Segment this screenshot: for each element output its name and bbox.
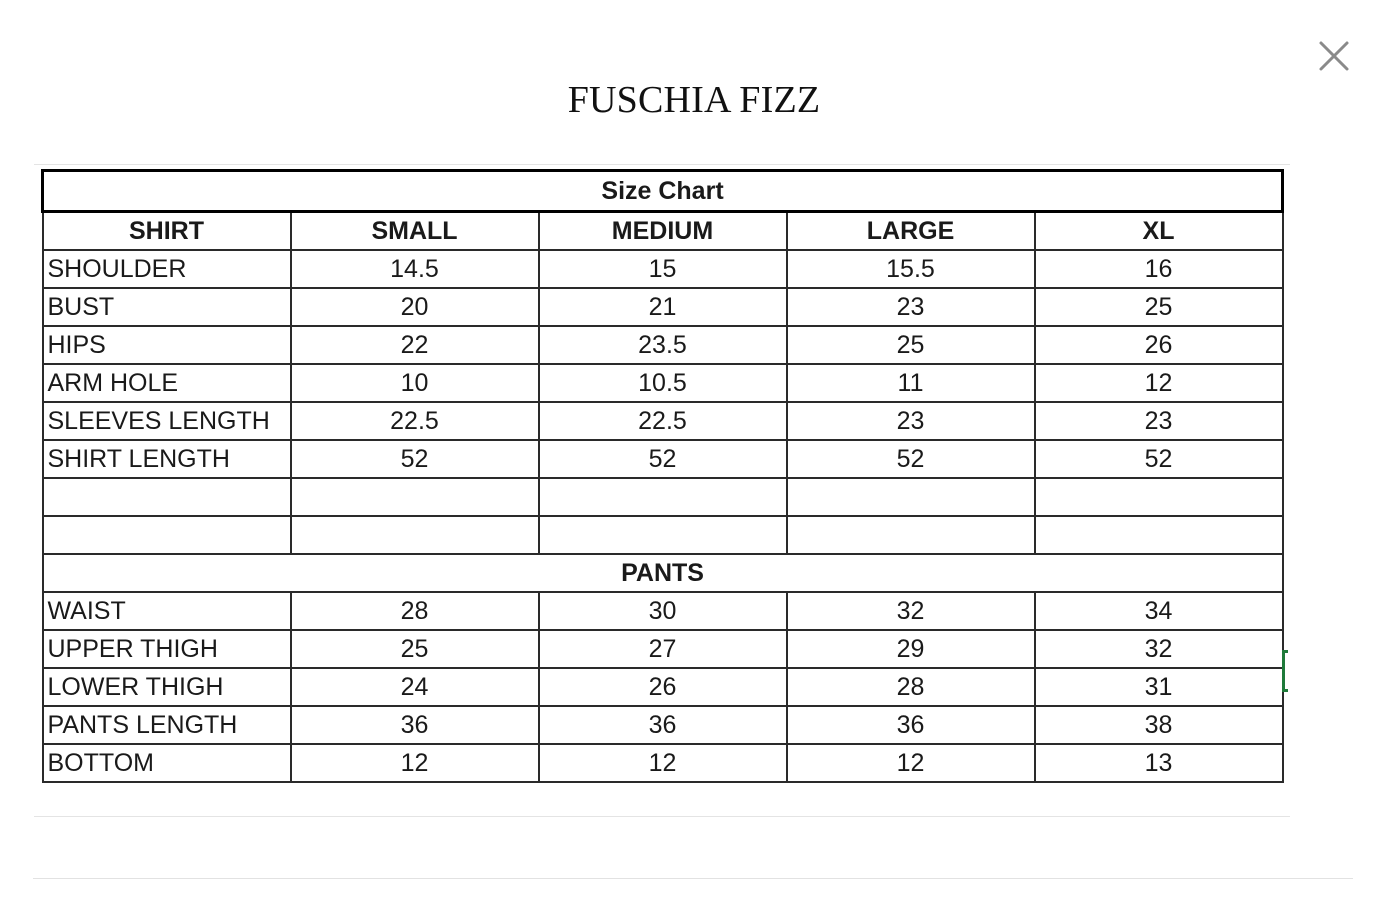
pants-section-row: [43, 554, 1283, 592]
column-header: MEDIUM: [539, 212, 787, 251]
table-cell: 34: [1035, 592, 1283, 630]
size-chart-image: [34, 160, 1290, 820]
table-cell: 25: [291, 630, 539, 668]
table-cell: 25: [787, 326, 1035, 364]
table-cell: 29: [787, 630, 1035, 668]
table-row: [43, 402, 1283, 440]
pants-section-heading: PANTS: [43, 554, 1283, 592]
table-cell: 15.5: [787, 250, 1035, 288]
row-label: SHIRT LENGTH: [43, 440, 291, 478]
table-cell: 52: [291, 440, 539, 478]
footer-divider: [33, 878, 1353, 879]
empty-cell: [43, 516, 291, 554]
table-cell: 23: [787, 402, 1035, 440]
row-label: WAIST: [43, 592, 291, 630]
table-cell: 52: [539, 440, 787, 478]
table-row: [43, 668, 1283, 706]
table-cell: 31: [1035, 668, 1283, 706]
table-cell: 22.5: [539, 402, 787, 440]
row-label: LOWER THIGH: [43, 668, 291, 706]
table-cell: 24: [291, 668, 539, 706]
table-cell: 52: [787, 440, 1035, 478]
table-cell: 21: [539, 288, 787, 326]
table-cell: 36: [787, 706, 1035, 744]
row-label: BUST: [43, 288, 291, 326]
empty-cell: [291, 478, 539, 516]
table-cell: 12: [291, 744, 539, 782]
empty-cell: [43, 478, 291, 516]
table-cell: 32: [787, 592, 1035, 630]
table-row: [43, 706, 1283, 744]
column-header: SMALL: [291, 212, 539, 251]
empty-cell: [291, 516, 539, 554]
table-cell: 25: [1035, 288, 1283, 326]
table-cell: 12: [539, 744, 787, 782]
table-cell: 26: [539, 668, 787, 706]
column-header: LARGE: [787, 212, 1035, 251]
column-header: SHIRT: [43, 212, 291, 251]
row-label: SLEEVES LENGTH: [43, 402, 291, 440]
table-cell: 10.5: [539, 364, 787, 402]
close-button[interactable]: [1316, 38, 1352, 74]
empty-cell: [1035, 516, 1283, 554]
modal-title: FUSCHIA FIZZ: [567, 79, 821, 121]
blank-row: [43, 516, 1283, 554]
table-cell: 27: [539, 630, 787, 668]
row-label: PANTS LENGTH: [43, 706, 291, 744]
size-chart-heading-row: [43, 171, 1283, 212]
table-cell: 12: [787, 744, 1035, 782]
size-chart-table: [41, 169, 1284, 783]
table-cell: 30: [539, 592, 787, 630]
table-cell: 12: [1035, 364, 1283, 402]
table-cell: 22: [291, 326, 539, 364]
close-icon[interactable]: [1316, 38, 1352, 74]
empty-cell: [1035, 478, 1283, 516]
table-cell: 11: [787, 364, 1035, 402]
row-label: HIPS: [43, 326, 291, 364]
empty-cell: [539, 478, 787, 516]
table-cell: 28: [787, 668, 1035, 706]
table-cell: 32: [1035, 630, 1283, 668]
column-header: XL: [1035, 212, 1283, 251]
table-row: [43, 592, 1283, 630]
empty-cell: [787, 516, 1035, 554]
table-cell: 22.5: [291, 402, 539, 440]
size-chart-heading: Size Chart: [43, 171, 1283, 212]
grid-line: [34, 816, 1290, 817]
table-cell: 15: [539, 250, 787, 288]
table-cell: 16: [1035, 250, 1283, 288]
table-row: [43, 250, 1283, 288]
table-cell: 36: [291, 706, 539, 744]
table-cell: 38: [1035, 706, 1283, 744]
cell-selection-marker: [1282, 650, 1288, 692]
row-label: ARM HOLE: [43, 364, 291, 402]
table-cell: 13: [1035, 744, 1283, 782]
table-row: [43, 364, 1283, 402]
table-row: [43, 630, 1283, 668]
table-cell: 36: [539, 706, 787, 744]
empty-cell: [787, 478, 1035, 516]
row-label: BOTTOM: [43, 744, 291, 782]
table-row: [43, 288, 1283, 326]
table-cell: 14.5: [291, 250, 539, 288]
table-cell: 26: [1035, 326, 1283, 364]
table-cell: 23: [1035, 402, 1283, 440]
table-cell: 23.5: [539, 326, 787, 364]
empty-cell: [539, 516, 787, 554]
table-cell: 52: [1035, 440, 1283, 478]
grid-line: [34, 164, 1290, 165]
table-row: [43, 744, 1283, 782]
table-cell: 28: [291, 592, 539, 630]
blank-row: [43, 478, 1283, 516]
row-label: UPPER THIGH: [43, 630, 291, 668]
row-label: SHOULDER: [43, 250, 291, 288]
table-cell: 23: [787, 288, 1035, 326]
table-row: [43, 440, 1283, 478]
table-cell: 10: [291, 364, 539, 402]
table-cell: 20: [291, 288, 539, 326]
table-row: [43, 326, 1283, 364]
column-header-row: [43, 212, 1283, 251]
